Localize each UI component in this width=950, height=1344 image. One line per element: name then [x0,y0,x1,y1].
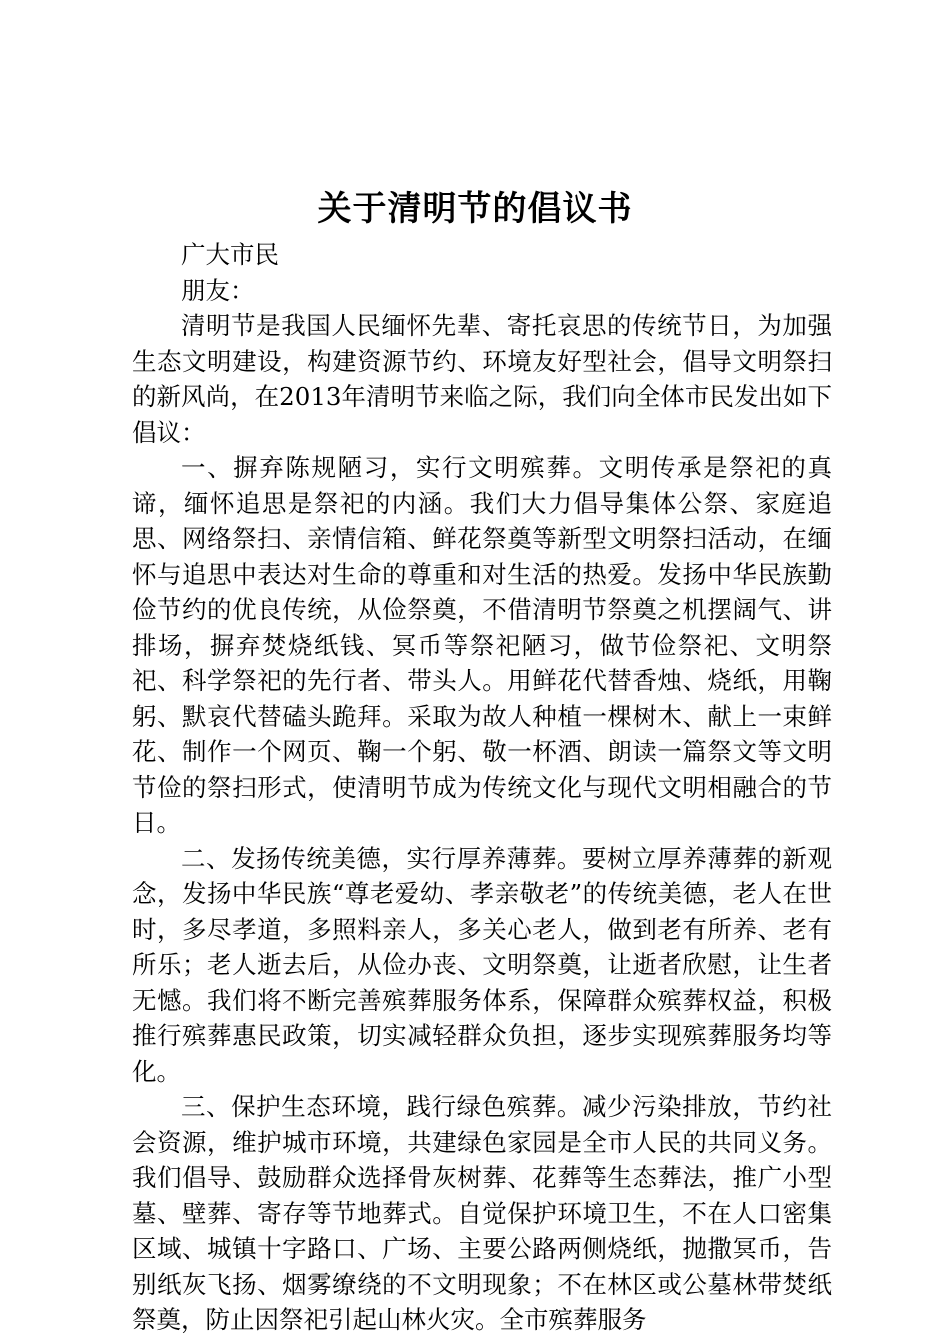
proposal-paragraph-2: 二、发扬传统美德，实行厚养薄葬。要树立厚养薄葬的新观念，发扬中华民族“尊老爱幼、孝亲敬老”的传统美德，老人在世时，多尽孝道，多照料亲人，多关心老人，做到老有所养、老有所乐；老人逝去后，从俭办丧、文明祭奠，让逝者欣慰，让生者无憾。我们将不断完善殡葬服务体系，保障群众殡葬权益，积极推行殡葬惠民政策，切实减轻群众负担，逐步实现殡葬服务均等化。 [132,843,832,1086]
document-body [132,237,832,1338]
intro-paragraph: 清明节是我国人民缅怀先辈、寄托哀思的传统节日，为加强生态文明建设，构建资源节约、环境友好型社会，倡导文明祭扫的新风尚，在2013年清明节来临之际，我们向全体市民发出如下倡议： [132,311,832,447]
salutation-line: 广大市民 [181,240,279,269]
document-title: 关于清明节的倡议书 [317,189,633,229]
salutation-line: 朋友： [181,275,255,305]
proposal-paragraph-1: 一、摒弃陈规陋习，实行文明殡葬。文明传承是祭祀的真谛，缅怀追思是祭祀的内涵。我们大力倡导集体公祭、家庭追思、网络祭扫、亲情信箱、鲜花祭奠等新型文明祭扫活动，在缅怀与追思中表达对生命的尊重和对生活的热爱。发扬中华民族勤俭节约的优良传统，从俭祭奠，不借清明节祭奠之机摆阔气、讲排场，摒弃焚烧纸钱、冥币等祭祀陋习，做节俭祭祀、文明祭祀、科学祭祀的先行者、带头人。用鲜花代替香烛、烧纸，用鞠躬、默哀代替磕头跪拜。采取为故人种植一棵树木、献上一束鲜花、制作一个网页、鞠一个躬、敬一杯酒、朗读一篇祭文等文明节俭的祭扫形式，使清明节成为传统文化与现代文明相融合的节日。 [132,453,832,837]
proposal-paragraph-3: 三、保护生态环境，践行绿色殡葬。减少污染排放，节约社会资源，维护城市环境，共建绿色家园是全市人民的共同义务。我们倡导、鼓励群众选择骨灰树葬、花葬等生态葬法，推广小型墓、壁葬、寄存等节地葬式。自觉保护环境卫生，不在人口密集区域、城镇十字路口、广场、主要公路两侧烧纸，抛撒冥币，告别纸灰飞扬、烟雾缭绕的不文明现象；不在林区或公墓林带焚纸祭奠，防止因祭祀引起山林火灾。全市殡葬服务 [132,1092,832,1334]
